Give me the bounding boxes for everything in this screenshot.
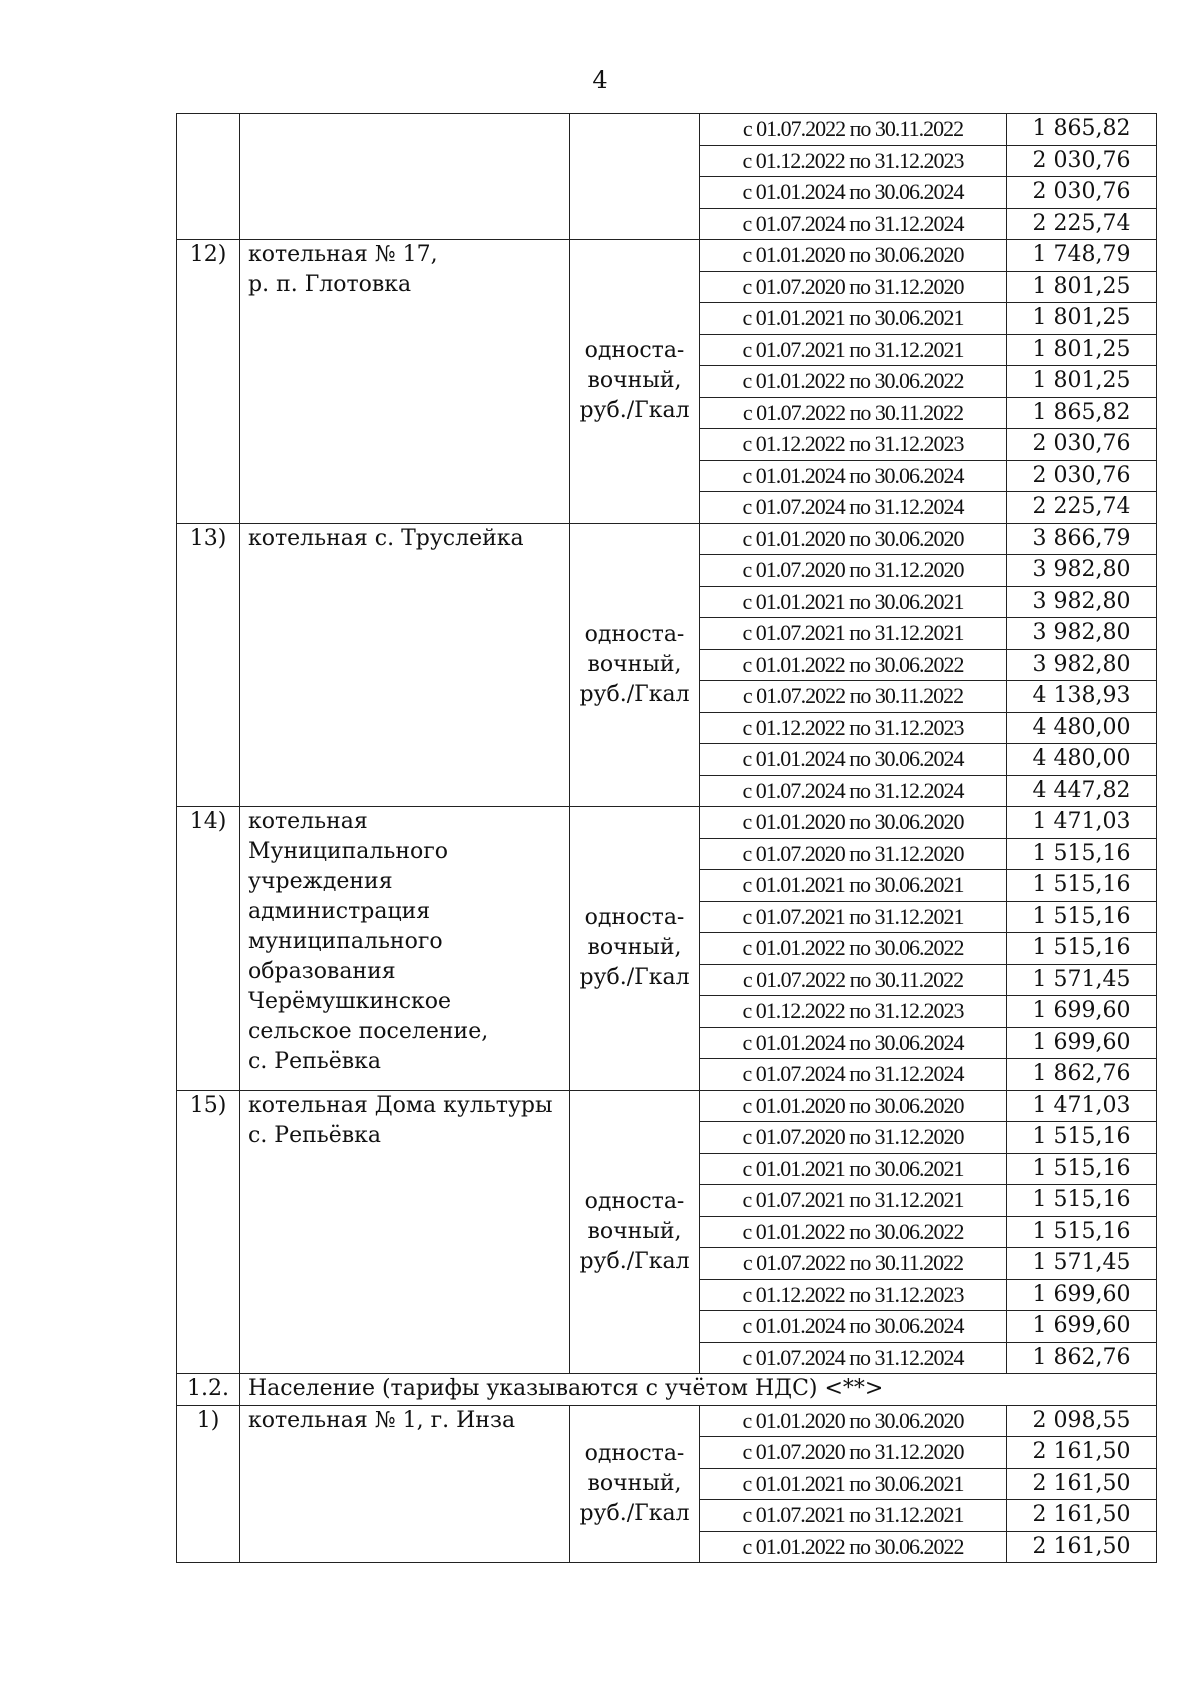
tariff-period: с 01.12.2022 по 31.12.2023 <box>700 712 1007 744</box>
tariff-period: с 01.07.2021 по 31.12.2021 <box>700 1500 1007 1532</box>
tariff-value: 4 480,00 <box>1007 712 1157 744</box>
tariff-table <box>176 113 1157 1563</box>
tariff-type-text: односта- вочный, руб./Гкал <box>579 905 690 991</box>
section-number: 1.2. <box>177 1374 240 1406</box>
tariff-value: 1 515,16 <box>1007 933 1157 965</box>
row-number <box>177 1405 240 1563</box>
tariff-value: 2 098,55 <box>1007 1405 1157 1437</box>
tariff-period: с 01.07.2024 по 31.12.2024 <box>700 208 1007 240</box>
row-number-text: 1) <box>196 1407 220 1433</box>
tariff-type-text: односта- вочный, руб./Гкал <box>579 1440 690 1526</box>
tariff-period: с 01.07.2024 по 31.12.2024 <box>700 1059 1007 1091</box>
tariff-period: с 01.07.2022 по 30.11.2022 <box>700 1248 1007 1280</box>
tariff-period: с 01.12.2022 по 31.12.2023 <box>700 429 1007 461</box>
tariff-period: с 01.01.2022 по 30.06.2022 <box>700 649 1007 681</box>
tariff-period: с 01.01.2021 по 30.06.2021 <box>700 303 1007 335</box>
tariff-value: 3 982,80 <box>1007 586 1157 618</box>
tariff-value: 2 161,50 <box>1007 1531 1157 1563</box>
tariff-value: 1 471,03 <box>1007 1090 1157 1122</box>
tariff-period: с 01.01.2024 по 30.06.2024 <box>700 1311 1007 1343</box>
tariff-value: 1 699,60 <box>1007 1027 1157 1059</box>
tariff-value: 1 699,60 <box>1007 1279 1157 1311</box>
row-number-text: 15) <box>189 1092 227 1118</box>
tariff-value: 4 480,00 <box>1007 744 1157 776</box>
row-number-text: 14) <box>189 809 227 834</box>
table-row <box>177 523 1157 555</box>
table-row <box>177 1090 1157 1122</box>
tariff-value: 2 161,50 <box>1007 1468 1157 1500</box>
tariff-period: с 01.01.2024 по 30.06.2024 <box>700 177 1007 209</box>
boiler-name <box>240 1405 570 1563</box>
tariff-period: с 01.01.2024 по 30.06.2024 <box>700 1027 1007 1059</box>
boiler-name-text: котельная Муниципального учреждения администрация муниципального образования Черёмушкинское сельское поселение, с. Репьёвка <box>248 809 489 1074</box>
tariff-value: 1 515,16 <box>1007 901 1157 933</box>
tariff-value: 1 801,25 <box>1007 366 1157 398</box>
tariff-period: с 01.07.2020 по 31.12.2020 <box>700 1122 1007 1154</box>
tariff-period: с 01.07.2021 по 31.12.2021 <box>700 334 1007 366</box>
tariff-period: с 01.12.2022 по 31.12.2023 <box>700 145 1007 177</box>
tariff-period: с 01.07.2022 по 30.11.2022 <box>700 681 1007 713</box>
tariff-value: 2 161,50 <box>1007 1500 1157 1532</box>
tariff-type-text: односта- вочный, руб./Гкал <box>579 338 690 424</box>
boiler-name-text: котельная № 17, р. п. Глотовка <box>248 242 438 297</box>
tariff-value: 4 138,93 <box>1007 681 1157 713</box>
tariff-value: 1 862,76 <box>1007 1059 1157 1091</box>
tariff-period: с 01.01.2020 по 30.06.2020 <box>700 1405 1007 1437</box>
tariff-value: 2 030,76 <box>1007 145 1157 177</box>
tariff-period: с 01.01.2021 по 30.06.2021 <box>700 1153 1007 1185</box>
tariff-value: 1 471,03 <box>1007 807 1157 839</box>
boiler-name-text: котельная Дома культуры с. Репьёвка <box>248 1092 553 1148</box>
tariff-period: с 01.07.2024 по 31.12.2024 <box>700 492 1007 524</box>
tariff-type-text: односта- вочный, руб./Гкал <box>579 1188 690 1274</box>
tariff-value: 3 982,80 <box>1007 618 1157 650</box>
page-number: 4 <box>592 66 608 94</box>
tariff-period: с 01.12.2022 по 31.12.2023 <box>700 996 1007 1028</box>
boiler-name <box>240 240 570 524</box>
tariff-value: 1 571,45 <box>1007 1248 1157 1280</box>
tariff-period: с 01.01.2021 по 30.06.2021 <box>700 586 1007 618</box>
tariff-value: 1 515,16 <box>1007 870 1157 902</box>
tariff-period: с 01.01.2020 по 30.06.2020 <box>700 1090 1007 1122</box>
row-number <box>177 523 240 807</box>
row-number <box>177 240 240 524</box>
tariff-value: 1 515,16 <box>1007 838 1157 870</box>
tariff-type <box>570 1090 700 1374</box>
boiler-name <box>240 1090 570 1374</box>
tariff-period: с 01.07.2020 по 31.12.2020 <box>700 838 1007 870</box>
tariff-period: с 01.01.2022 по 30.06.2022 <box>700 366 1007 398</box>
boiler-name <box>240 114 570 240</box>
row-number <box>177 114 240 240</box>
tariff-period: с 01.01.2024 по 30.06.2024 <box>700 460 1007 492</box>
boiler-name <box>240 807 570 1091</box>
tariff-period: с 01.01.2021 по 30.06.2021 <box>700 870 1007 902</box>
tariff-value: 1 862,76 <box>1007 1342 1157 1374</box>
tariff-value: 1 801,25 <box>1007 271 1157 303</box>
tariff-period: с 01.01.2022 по 30.06.2022 <box>700 933 1007 965</box>
tariff-period: с 01.07.2020 по 31.12.2020 <box>700 1437 1007 1469</box>
tariff-value: 2 225,74 <box>1007 492 1157 524</box>
tariff-value: 1 515,16 <box>1007 1185 1157 1217</box>
tariff-value: 2 030,76 <box>1007 429 1157 461</box>
tariff-value: 1 801,25 <box>1007 334 1157 366</box>
tariff-value: 2 030,76 <box>1007 460 1157 492</box>
tariff-value: 2 161,50 <box>1007 1437 1157 1469</box>
tariff-value: 1 699,60 <box>1007 1311 1157 1343</box>
tariff-type <box>570 807 700 1091</box>
tariff-type <box>570 240 700 524</box>
tariff-value: 1 865,82 <box>1007 397 1157 429</box>
tariff-value: 3 982,80 <box>1007 555 1157 587</box>
tariff-period: с 01.01.2020 по 30.06.2020 <box>700 807 1007 839</box>
tariff-period: с 01.07.2022 по 30.11.2022 <box>700 397 1007 429</box>
table-row <box>177 240 1157 272</box>
tariff-period: с 01.01.2022 по 30.06.2022 <box>700 1216 1007 1248</box>
tariff-type <box>570 1405 700 1563</box>
boiler-name-text: котельная с. Труслейка <box>248 525 524 551</box>
tariff-value: 2 225,74 <box>1007 208 1157 240</box>
tariff-value: 4 447,82 <box>1007 775 1157 807</box>
tariff-period: с 01.07.2022 по 30.11.2022 <box>700 114 1007 146</box>
section-title: Население (тарифы указываются с учётом НДС) <**> <box>240 1374 1157 1406</box>
tariff-value: 1 699,60 <box>1007 996 1157 1028</box>
tariff-value: 3 866,79 <box>1007 523 1157 555</box>
tariff-period: с 01.07.2020 по 31.12.2020 <box>700 555 1007 587</box>
tariff-value: 1 515,16 <box>1007 1216 1157 1248</box>
tariff-period: с 01.01.2022 по 30.06.2022 <box>700 1531 1007 1563</box>
tariff-value: 2 030,76 <box>1007 177 1157 209</box>
table-row <box>177 1405 1157 1437</box>
boiler-name-text: котельная № 1, г. Инза <box>248 1407 516 1433</box>
tariff-value: 1 515,16 <box>1007 1122 1157 1154</box>
tariff-value: 1 865,82 <box>1007 114 1157 146</box>
tariff-period: с 01.01.2020 по 30.06.2020 <box>700 523 1007 555</box>
tariff-value: 1 571,45 <box>1007 964 1157 996</box>
tariff-period: с 01.01.2020 по 30.06.2020 <box>700 240 1007 272</box>
row-number <box>177 807 240 1091</box>
table-row <box>177 807 1157 839</box>
tariff-period: с 01.12.2022 по 31.12.2023 <box>700 1279 1007 1311</box>
row-number <box>177 1090 240 1374</box>
row-number-text: 13) <box>189 525 227 551</box>
tariff-period: с 01.01.2024 по 30.06.2024 <box>700 744 1007 776</box>
tariff-type-text: односта- вочный, руб./Гкал <box>579 621 690 707</box>
tariff-type <box>570 114 700 240</box>
tariff-period: с 01.07.2021 по 31.12.2021 <box>700 1185 1007 1217</box>
tariff-period: с 01.07.2020 по 31.12.2020 <box>700 271 1007 303</box>
section-row <box>177 1374 1157 1406</box>
boiler-name <box>240 523 570 807</box>
tariff-period: с 01.07.2021 по 31.12.2021 <box>700 901 1007 933</box>
tariff-period: с 01.01.2021 по 30.06.2021 <box>700 1468 1007 1500</box>
tariff-type <box>570 523 700 807</box>
tariff-value: 1 748,79 <box>1007 240 1157 272</box>
table-row <box>177 114 1157 146</box>
tariff-value: 3 982,80 <box>1007 649 1157 681</box>
tariff-value: 1 515,16 <box>1007 1153 1157 1185</box>
tariff-period: с 01.07.2024 по 31.12.2024 <box>700 775 1007 807</box>
tariff-period: с 01.07.2021 по 31.12.2021 <box>700 618 1007 650</box>
row-number-text: 12) <box>189 242 227 267</box>
tariff-value: 1 801,25 <box>1007 303 1157 335</box>
tariff-period: с 01.07.2024 по 31.12.2024 <box>700 1342 1007 1374</box>
tariff-period: с 01.07.2022 по 30.11.2022 <box>700 964 1007 996</box>
